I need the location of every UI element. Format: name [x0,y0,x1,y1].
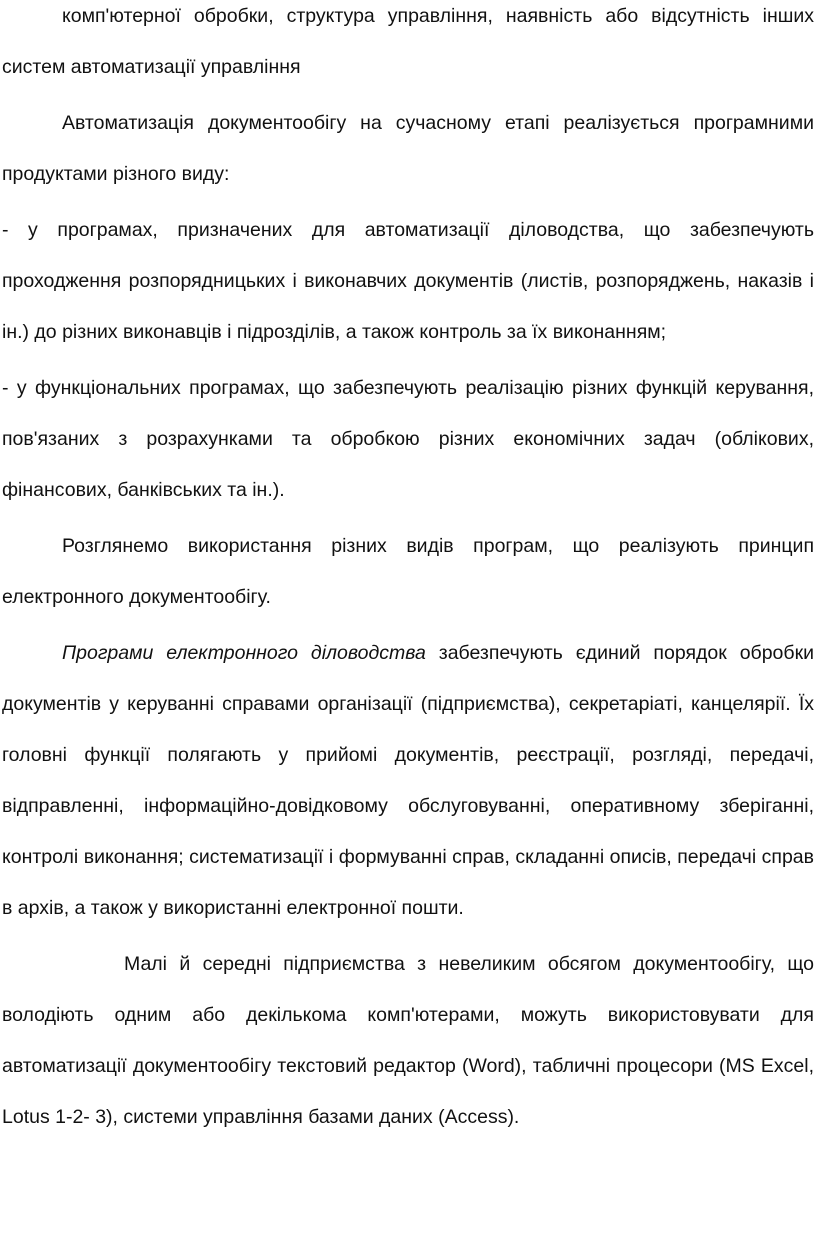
paragraph-consider-programs: Розглянемо використання різних видів програм, що реалізують принцип електронного документообігу. [2,535,814,608]
paragraph-electronic-office-programs [2,628,814,934]
paragraph-body: забезпечують єдиний порядок обробки документів у керуванні справами організації (підприємства), секретаріаті, канцелярії. Їх головні функції полягають у прийомі документів, реєстрації, розгляді, передачі, відправленні, інформаційно-довідковому обслуговуванні, оперативному зберіганні, контролі виконання; систематизації і формуванні справ, складанні описів, передачі справ в архів, а також у використанні електронної пошти. [2,642,814,919]
italic-term: Програми електронного діловодства [62,642,426,664]
paragraph-automation-intro: Автоматизація документообігу на сучасному етапі реалізується програмними продуктами різного виду: [2,112,814,185]
paragraph-continuation: комп'ютерної обробки, структура управління, наявність або відсутність інших систем автоматизації управління [2,5,814,78]
paragraph-list-item-functional: - у функціональних програмах, що забезпечують реалізацію різних функцій керування, пов'язаних з розрахунками та обробкою різних економічних задач (облікових, фінансових, банківських та ін.). [2,377,814,501]
paragraph-list-item-office-work: - у програмах, призначених для автоматизації діловодства, що забезпечують проходження розпорядницьких і виконавчих документів (листів, розпоряджень, наказів і ін.) до різних виконавців і підрозділів, а також контроль за їх виконанням; [2,219,814,343]
paragraph-small-enterprises: Малі й середні підприємства з невеликим обсягом документообігу, що володіють одним або декількома комп'ютерами, можуть використовувати для автоматизації документообігу текстовий редактор (Word), табличні процесори (MS Excel, Lotus 1-2- 3), системи управління базами даних (Access). [2,953,814,1128]
